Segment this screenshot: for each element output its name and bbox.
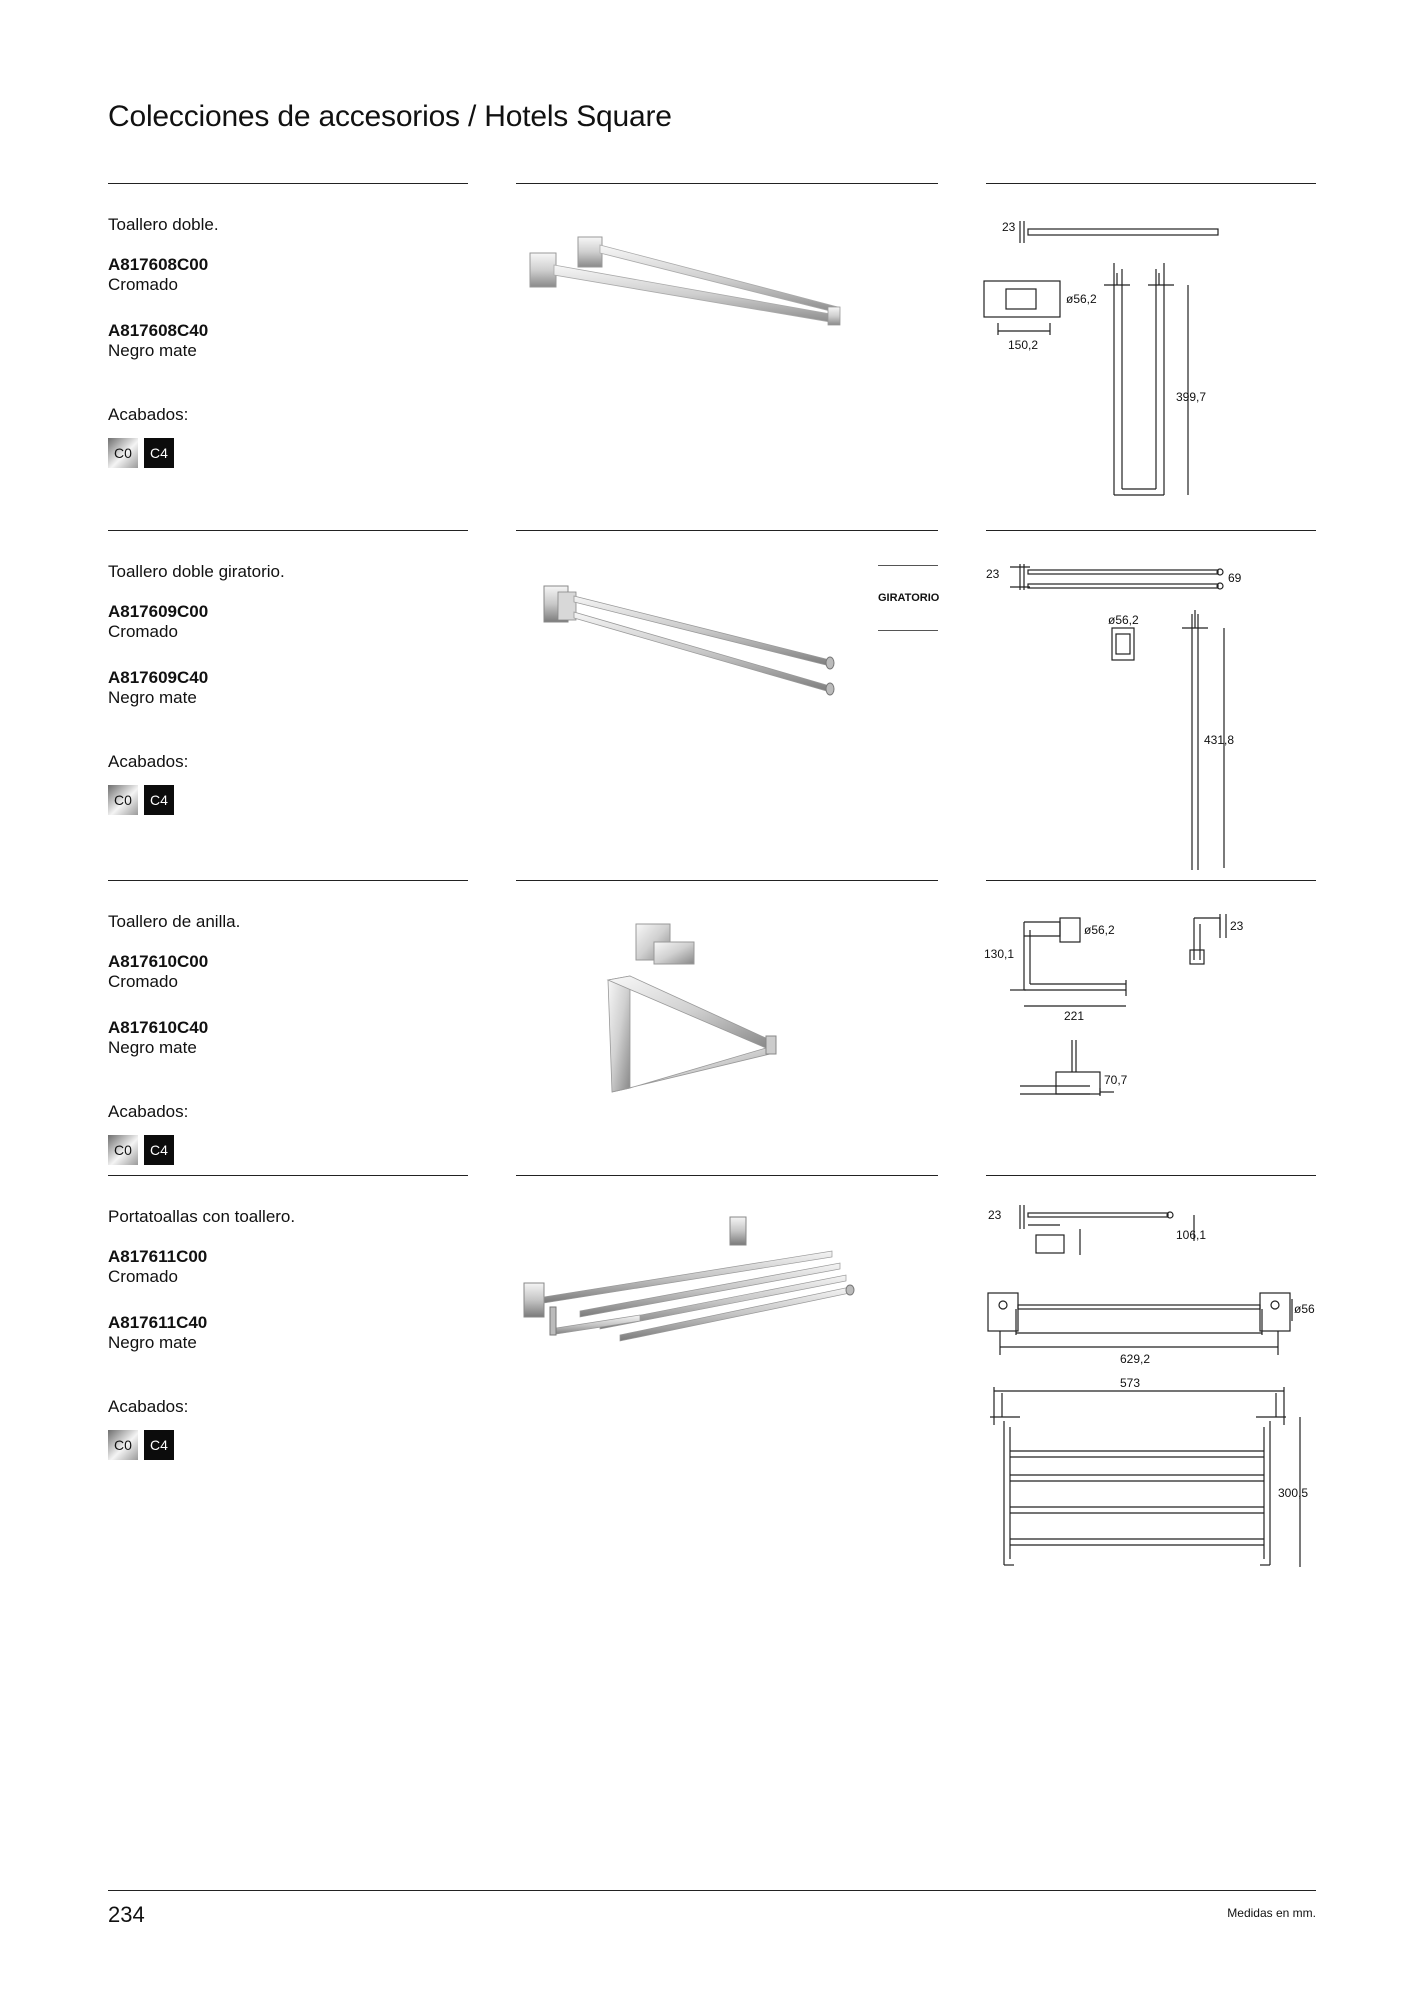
- dimension-label: ø56,2: [1066, 292, 1097, 306]
- technical-drawing: [980, 550, 1250, 870]
- row-divider: [986, 183, 1316, 184]
- product-code: A817610C40: [108, 1018, 209, 1037]
- footer-divider: [108, 1890, 1316, 1891]
- badge-rule: [878, 565, 938, 566]
- row-divider: [986, 530, 1316, 531]
- product-row-4: [0, 1175, 1414, 1615]
- dimension-label: ø56,2: [1084, 923, 1115, 937]
- dimension-label: 106,1: [1176, 1228, 1207, 1242]
- finishes-label: Acabados:: [108, 1102, 189, 1121]
- units-note: Medidas en mm.: [1227, 1906, 1316, 1920]
- row-divider: [986, 880, 1316, 881]
- dimension-label: 130,1: [984, 947, 1015, 961]
- product-code: A817611C40: [108, 1313, 208, 1332]
- badge-rule: [878, 630, 938, 631]
- row-divider: [108, 183, 468, 184]
- dimension-label: 23: [986, 567, 1000, 581]
- technical-drawing: [980, 900, 1280, 1150]
- product-finish: Cromado: [108, 1267, 178, 1286]
- finish-swatches: [108, 785, 468, 815]
- product-info: [108, 562, 468, 815]
- swatch-black: C4: [144, 1135, 174, 1165]
- row-divider: [108, 1175, 468, 1176]
- dimension-label: 70,7: [1104, 1073, 1128, 1087]
- dimension-label: 23: [1230, 919, 1244, 933]
- dimension-label: ø56,2: [1108, 613, 1139, 627]
- dimension-label: 23: [1002, 220, 1016, 234]
- finish-swatches: [108, 438, 468, 468]
- technical-drawing: [980, 203, 1220, 503]
- product-info: [108, 912, 468, 1165]
- dimension-label: ø56: [1294, 1302, 1315, 1316]
- swatch-chrome: C0: [108, 1135, 138, 1165]
- dimension-label: 69: [1228, 571, 1242, 585]
- swatch-black: C4: [144, 1430, 174, 1460]
- row-divider: [108, 880, 468, 881]
- swatch-black: C4: [144, 785, 174, 815]
- product-description: Portatoallas con toallero.: [108, 1207, 296, 1226]
- product-finish: Cromado: [108, 622, 178, 641]
- finish-swatches: [108, 1135, 468, 1165]
- product-row-2: [0, 530, 1414, 870]
- product-finish: Negro mate: [108, 1333, 197, 1352]
- product-info: [108, 215, 468, 468]
- product-description: Toallero doble.: [108, 215, 219, 234]
- product-description: Toallero doble giratorio.: [108, 562, 285, 581]
- product-code: A817609C00: [108, 602, 209, 621]
- product-photo-swivel-towel-rail: [530, 570, 840, 710]
- dimension-label: 221: [1064, 1009, 1085, 1023]
- product-code: A817609C40: [108, 668, 209, 687]
- product-photo-double-towel-rail: [520, 223, 850, 353]
- product-code: A817611C00: [108, 1247, 208, 1266]
- swivel-badge: GIRATORIO: [878, 592, 940, 604]
- page-number: 234: [108, 1902, 145, 1927]
- finish-swatches: [108, 1430, 468, 1460]
- swatch-chrome: C0: [108, 785, 138, 815]
- page-title: Colecciones de accesorios / Hotels Square: [108, 100, 672, 133]
- row-divider: [516, 530, 938, 531]
- product-code: A817608C00: [108, 255, 209, 274]
- row-divider: [986, 1175, 1316, 1176]
- product-finish: Negro mate: [108, 1038, 197, 1057]
- product-photo-towel-shelf: [520, 1211, 860, 1361]
- row-divider: [108, 530, 468, 531]
- swatch-black: C4: [144, 438, 174, 468]
- swatch-chrome: C0: [108, 438, 138, 468]
- product-code: A817610C00: [108, 952, 209, 971]
- row-divider: [516, 880, 938, 881]
- dimension-label: 399,7: [1176, 390, 1207, 404]
- product-finish: Negro mate: [108, 688, 197, 707]
- product-finish: Cromado: [108, 972, 178, 991]
- product-row-3: [0, 880, 1414, 1170]
- row-divider: [516, 1175, 938, 1176]
- finishes-label: Acabados:: [108, 1397, 189, 1416]
- product-photo-towel-ring: [590, 920, 790, 1100]
- dimension-label: 573: [1120, 1376, 1141, 1390]
- dimension-label: 23: [988, 1208, 1002, 1222]
- finishes-label: Acabados:: [108, 752, 189, 771]
- product-row-1: [0, 183, 1414, 513]
- swatch-chrome: C0: [108, 1430, 138, 1460]
- product-finish: Negro mate: [108, 341, 197, 360]
- product-code: A817608C40: [108, 321, 209, 340]
- finishes-label: Acabados:: [108, 405, 189, 424]
- product-description: Toallero de anilla.: [108, 912, 241, 931]
- dimension-label: 431,8: [1204, 733, 1235, 747]
- row-divider: [516, 183, 938, 184]
- product-info: [108, 1207, 468, 1460]
- technical-drawing: [980, 1195, 1316, 1595]
- product-finish: Cromado: [108, 275, 178, 294]
- dimension-label: 629,2: [1120, 1352, 1151, 1366]
- dimension-label: 150,2: [1008, 338, 1039, 352]
- dimension-label: 300,5: [1278, 1486, 1309, 1500]
